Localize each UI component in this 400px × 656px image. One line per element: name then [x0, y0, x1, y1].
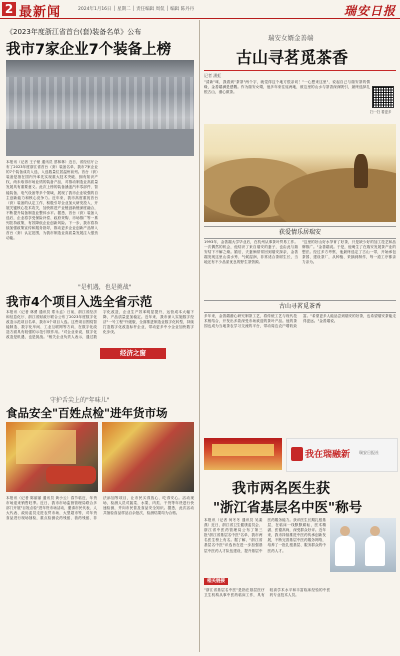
body-food-safety: 本报讯（记者 陈丽丽 通讯员 黄小云）春节临近，年货市场迎来销售旺季。近日，我市市场监督管理局联合多部门开展"百姓点检"进年货市场活动，邀请市民代表、人大代表、政协委员走进农贸市场、大型超市等，对年货食品进行现场抽检，重点检测农药残留、兽药残留、非法添加等项目，让市民买得放心、吃得安心。活动现场，检测人员对蔬菜、水果、肉类、干货等年货进行快速检测，并向市民普及食品安全知识。据悉，此次活动共抽检食品样品百余批次，检测结果均为合格。 [6, 496, 194, 521]
body-equipment: 本报讯（记者 王子豪 通讯员 蔡林林）近日，省经信厅公布了2023年度浙江省首台（套）装备名单，我市7家企业的7个装备成功入选，入选数量位居温州前列。首台（套）装备是指在国内外率先实现重大技术突破、拥有知识产权，尚未取得市场业绩的装备产品，对推动制造业高质量发展具有重要意义。此次上榜的装备涵盖汽车零部件、智能装备、电气设备等多个领域，展现了我市企业较强的自主创新能力和核心竞争力。近年来，我市高度重视首台（套）装备的认定工作，积极引导企业加大研发投入，开展关键核心技术攻关，加快推进产业链创新链深度融合，不断提升装备制造业整体水平。据悉，首台（套）装备入选后，企业将享受保险补偿、政府采购、市场推广等一系列扶持政策，有效降低企业创新风险。下一步，我市将持续加强政策宣传和服务指导，推动更多企业创新产品纳入首台（套）认定范围，为我市制造业高质量发展注入强劲动能。 [6, 160, 98, 241]
subhead-tea: 古山寻茗觅茶香 [204, 300, 396, 313]
issue-meta: 2024年1月16日 │ 星期二 │ 责任编辑 周侃 │ 编辑 陈丹丹 [78, 7, 195, 12]
headline-projects: 我市4个项目入选全省示范 [6, 294, 153, 309]
column-divider [199, 20, 200, 652]
qr-code[interactable] [372, 86, 394, 108]
kicker-tea: 瑞安女婿金善端 [268, 34, 314, 42]
factory-photo [6, 60, 194, 156]
headline-doctors-1: 我市两名医生获 [232, 481, 330, 497]
body-doctors: 本报讯（记者 何冬冬 通讯员 吴素燕）近日，浙江省卫生健康委员会、浙江省中医药管理局公布了第三批"浙江省基层名中医"名单，我市两名医生榜上有名。据了解，"浙江省基层名中医"评选旨在进一步加强基层中医药人才队伍建设，提升基层中医药服务能力。获评医生长期扎根基层，在临床一线默默耕耘，医术精湛、医德高尚，深受群众好评。近年来，我市持续推进中医药传承创新发展，不断完善基层中医药服务网络，培养了一批扎根基层、服务群众的中医药人才。 [204, 518, 326, 553]
body-tea-2: "这里的好山好水孕育了好茶，只是缺少好的加工技艺和品牌推广。"金善端说。于是，他萌生了在瑞安发展茶产业的想法。经过多方考察，他最终选定了古山一带，开始承包茶园、建设茶厂，从种植、采摘到制作，每一道工序都亲力亲为。 [302, 240, 396, 265]
promo-icon [291, 447, 303, 461]
tea-rule [204, 70, 396, 71]
page-number: 2 [2, 2, 16, 16]
headline-doctors-2: "浙江省基层名中医"称号 [213, 500, 363, 516]
subhead-love: 获爱情乐居瑞安 [204, 226, 396, 239]
newspaper-logo: 瑞安日报 [343, 4, 396, 18]
promo-brand: 我在瑞融新 [305, 450, 351, 460]
promo-sub: 瑞安日报社 [359, 450, 379, 455]
kicker-projects: "是机遇，也是挑战" [78, 284, 132, 291]
kicker-equipment: 《2023年度浙江省首台(套)装备名单》公布 [6, 28, 142, 36]
body-tea-1: 1993年，金善端大学毕业后，在杭州从事茶叶贸易工作。一次偶然的机会，他结识了来自瑞安的妻子，也由此与瑞安结下不解之缘。婚后，夫妻俩常常回到瑞安探亲，金善端发现这里山清水秀、气候湿润，非常适合茶树生长，当地还有不少品质优良的野生茶资源。 [204, 240, 298, 265]
doctors-photo [330, 518, 396, 572]
related-tag: 相关链接 [204, 578, 228, 585]
kicker-food-safety: 守护舌尖上的"年味儿" [50, 397, 110, 404]
promo-banner[interactable] [286, 438, 398, 472]
related-body: "浙江省基层名中医"是指在基层医疗卫生机构从事中医药临床工作，具有较高学术水平和丰富临床经验的中医药专业技术人员。 [204, 588, 331, 598]
market-photo [6, 422, 98, 492]
body-tea-3: 多年来，金善端潜心研究制茶工艺，将传统工艺与现代技术相结合，开发出多款深受市场欢迎的茶叶产品。他的茶园也成为当地茶农学习交流的平台，带动周边农户增收致富。"希望更多人能品尝到瑞安的好茶，也希望瑞安茶能走得更远。"金善端说。 [204, 314, 396, 329]
headline-tea: 古山寻茗觅茶香 [236, 48, 349, 67]
body-equipment-col2-filler [102, 160, 194, 270]
qr-caption: 扫一扫 看更多 [370, 110, 392, 114]
lead-tea: "清新"味，我看到"茶茶"两个字，就觉得这个地方很亲切！"一心想来这里"，说起自己与瑞安茶的情缘，金善端满是感慨。作为瑞安女婿，他多年来往返两地，被这里的山水与茶香深深吸引，最终选择扎根古山，潜心做茶。 [204, 80, 370, 95]
event-photo [204, 438, 282, 470]
masthead [0, 0, 400, 19]
headline-food-safety: 食品安全"百姓点检"进年货市场 [6, 406, 168, 420]
section-title: 最新闻 [19, 5, 62, 20]
body-projects: 本报讯（记者 林勇 通讯员 郑永孟）日前，浙江省经济和信息化厅、浙江省财政厅联合公布了2023年度数字化改造示范项目名单，我市4个项目入选。这些项目围绕智能制造、数字化车间、工业互联网等方向，在数字化改造方面具有较强的示范引领作用。"对企业来说，数字化改造是机遇，也是挑战。"相关企业负责人表示，通过数字化改造，企业生产效率明显提升，运营成本大幅下降，产品质量更加稳定。近年来，我市深入实施数字经济"一号工程"升级版，全面推进制造业数字化转型，持续打造数字化改造标杆企业，带动更多中小企业加快数字化步伐。 [6, 310, 194, 340]
headline-equipment: 我市7家企业7个装备上榜 [6, 42, 172, 58]
inspection-photo [102, 422, 194, 492]
economy-tag: 经济之窗 [100, 348, 166, 359]
tea-plantation-photo [204, 124, 396, 222]
byline-tea: 记者 潘虹 [204, 73, 222, 78]
